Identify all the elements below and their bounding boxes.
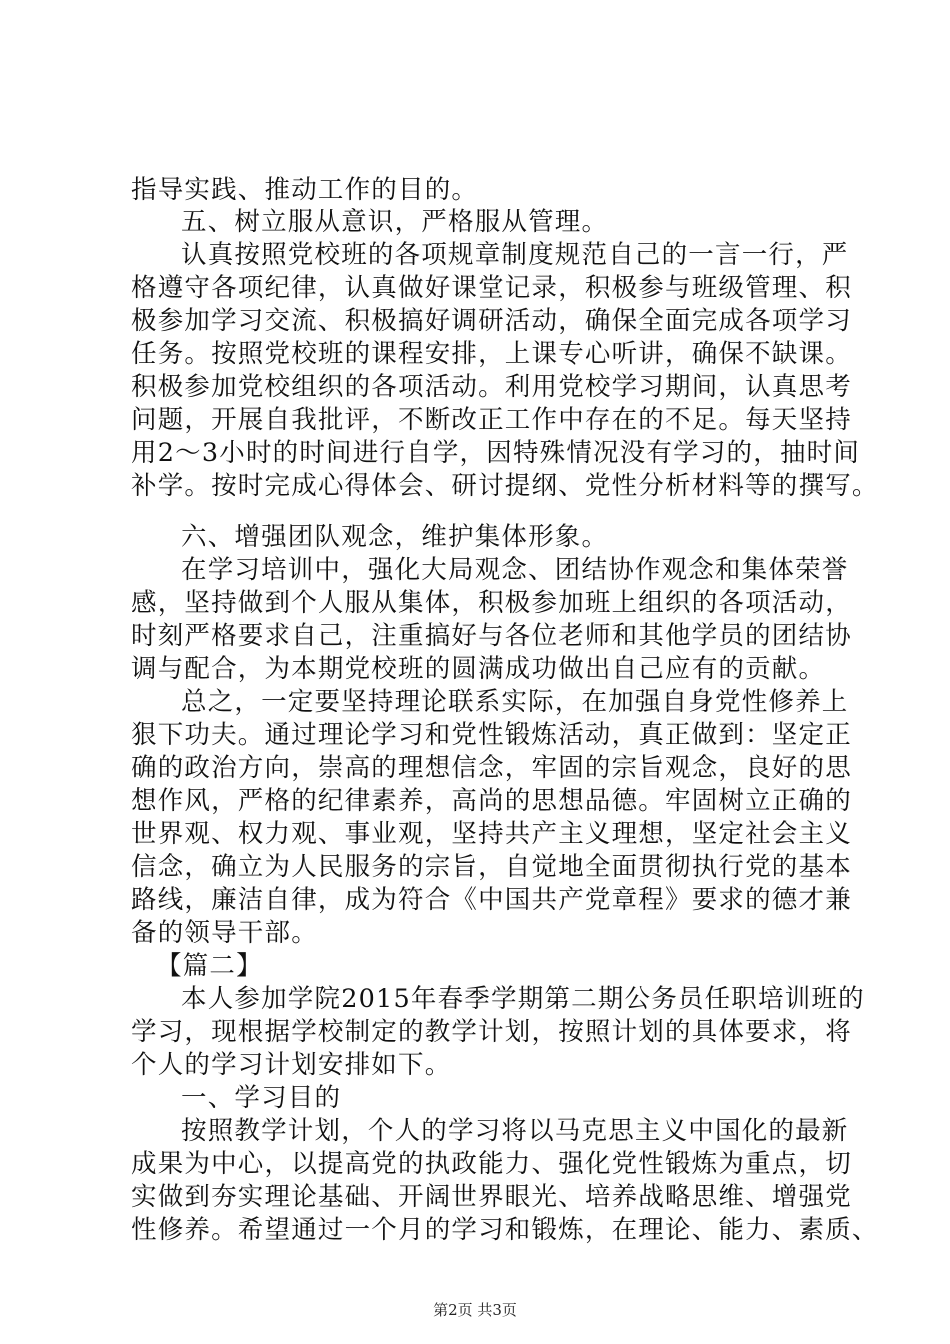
text-line: 指导实践、推动工作的目的。: [131, 175, 479, 205]
text-line: 用2～3小时的时间进行自学，因特殊情况没有学习的，抽时间: [131, 438, 861, 468]
text-line: 学习，现根据学校制定的教学计划，按照计划的具体要求，将: [131, 1017, 852, 1047]
text-line: 想作风，严格的纪律素养，高尚的思想品德。牢固树立正确的: [131, 786, 852, 816]
part-heading: 【篇二】: [156, 951, 263, 981]
text-line: 总之，一定要坚持理论联系实际，在加强自身党性修养上: [181, 687, 849, 717]
text-line: 在学习培训中，强化大局观念、团结协作观念和集体荣誉: [181, 555, 849, 585]
page-number-footer: 第2页 共3页: [433, 1301, 517, 1319]
section-heading: 五、树立服从意识，严格服从管理。: [181, 207, 609, 237]
text-line: 积极参加党校组织的各项活动。利用党校学习期间，认真思考: [131, 372, 852, 402]
text-line: 狠下功夫。通过理论学习和党性锻炼活动，真正做到：坚定正: [131, 720, 852, 750]
text-line: 感，坚持做到个人服从集体，积极参加班上组织的各项活动，: [131, 588, 852, 618]
section-heading: 一、学习目的: [181, 1083, 342, 1113]
text-line: 本人参加学院2015年春季学期第二期公务员任职培训班的: [181, 984, 865, 1014]
text-line: 信念，确立为人民服务的宗旨，自觉地全面贯彻执行党的基本: [131, 852, 852, 882]
text-line: 路线，廉洁自律，成为符合《中国共产党章程》要求的德才兼: [131, 885, 852, 915]
text-line: 按照教学计划，个人的学习将以马克思主义中国化的最新: [181, 1116, 849, 1146]
text-line: 补学。按时完成心得体会、研讨提纲、党性分析材料等的撰写。: [131, 471, 879, 501]
text-line: 世界观、权力观、事业观，坚持共产主义理想，坚定社会主义: [131, 819, 852, 849]
text-line: 调与配合，为本期党校班的圆满成功做出自己应有的贡献。: [131, 654, 826, 684]
text-line: 成果为中心，以提高党的执政能力、强化党性锻炼为重点，切: [131, 1149, 852, 1179]
text-line: 性修养。希望通过一个月的学习和锻炼，在理论、能力、素质、: [131, 1215, 879, 1245]
text-line: 极参加学习交流、积极搞好调研活动，确保全面完成各项学习: [131, 306, 852, 336]
text-line: 备的领导干部。: [131, 918, 318, 948]
text-line: 时刻严格要求自己，注重搞好与各位老师和其他学员的团结协: [131, 621, 852, 651]
section-heading: 六、增强团队观念，维护集体形象。: [181, 522, 609, 552]
text-line: 实做到夯实理论基础、开阔世界眼光、培养战略思维、增强党: [131, 1182, 852, 1212]
text-line: 个人的学习计划安排如下。: [131, 1050, 452, 1080]
text-line: 格遵守各项纪律，认真做好课堂记录，积极参与班级管理、积: [131, 273, 852, 303]
text-line: 任务。按照党校班的课程安排，上课专心听讲，确保不缺课。: [131, 339, 852, 369]
text-line: 问题，开展自我批评，不断改正工作中存在的不足。每天坚持: [131, 405, 852, 435]
text-line: 认真按照党校班的各项规章制度规范自己的一言一行，严: [181, 240, 849, 270]
text-line: 确的政治方向，崇高的理想信念，牢固的宗旨观念，良好的思: [131, 753, 852, 783]
